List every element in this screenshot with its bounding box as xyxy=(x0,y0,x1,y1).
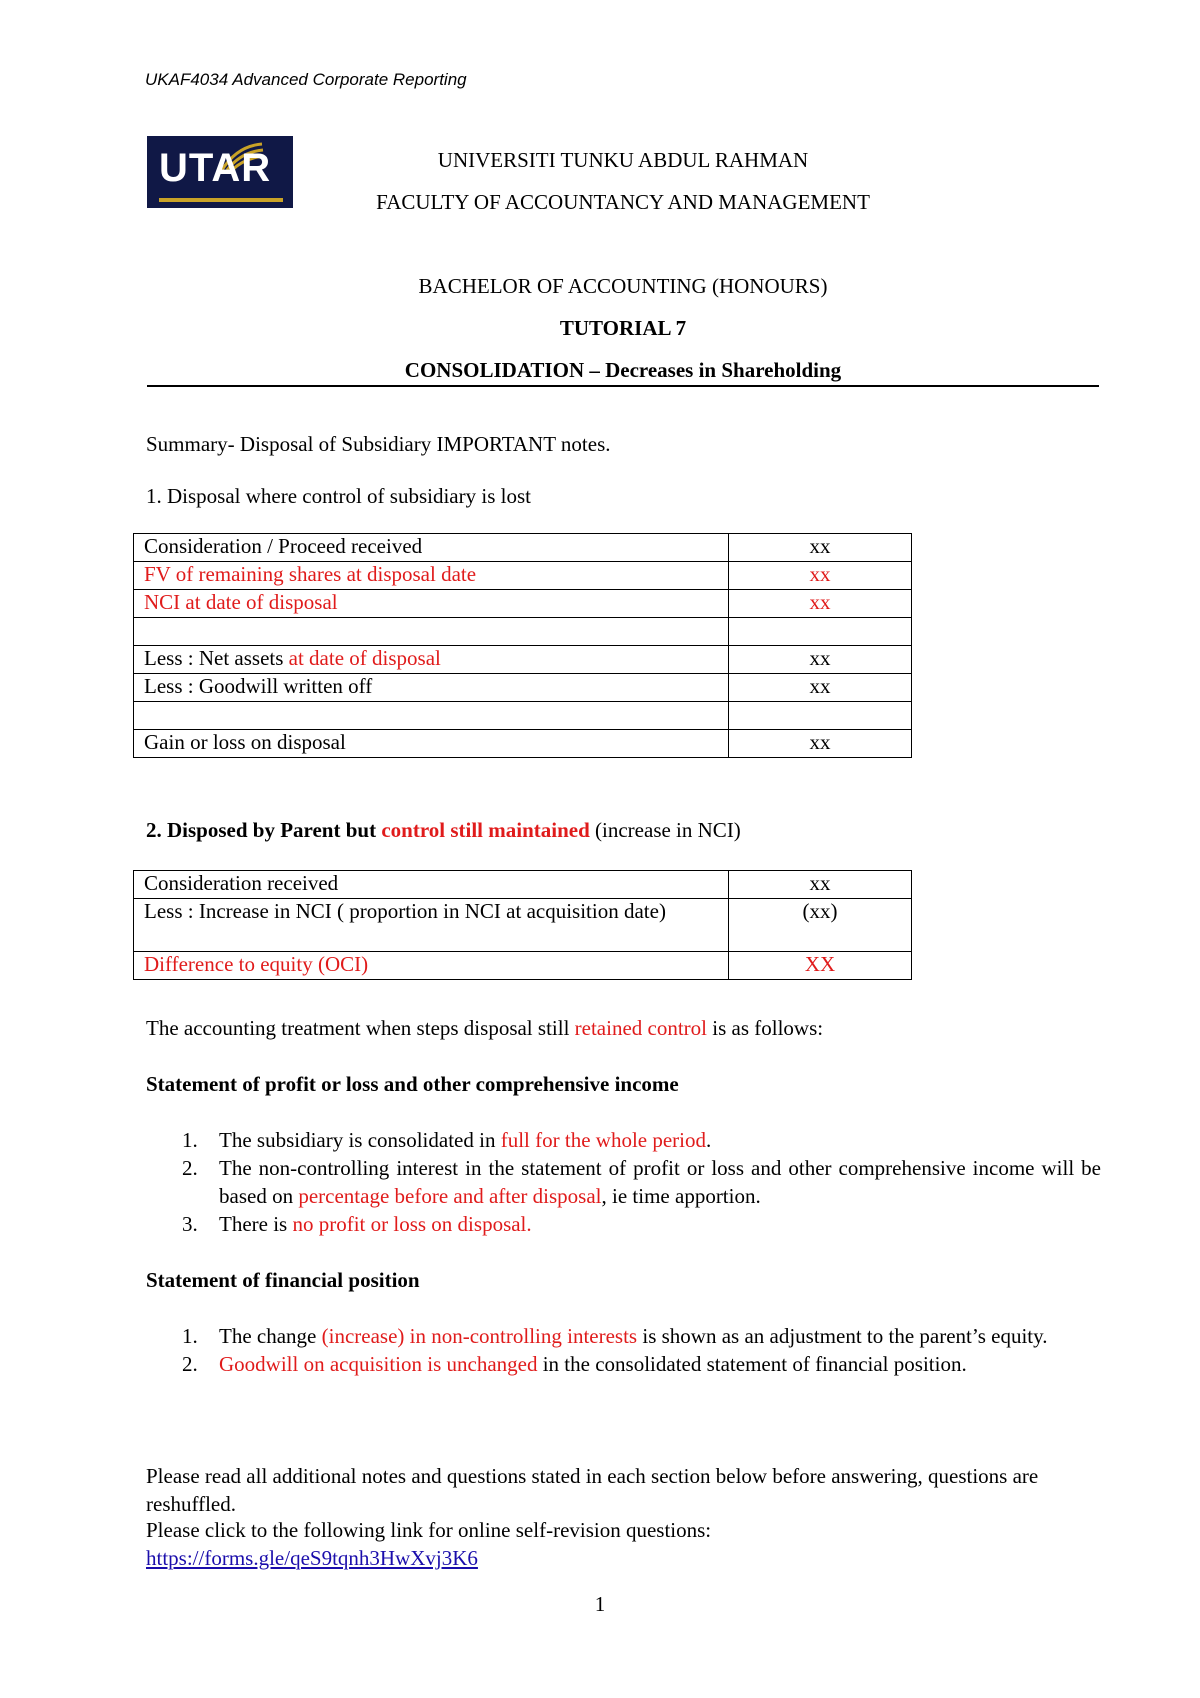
disposal-lost-control-table xyxy=(133,533,912,758)
table-row xyxy=(134,562,912,590)
table-row xyxy=(134,618,912,646)
item-number: 3. xyxy=(182,1212,198,1236)
row-value: xx xyxy=(729,590,912,618)
item-text: The subsidiary is consolidated in xyxy=(219,1128,501,1152)
row-label: Consideration / Proceed received xyxy=(134,534,729,562)
row-label xyxy=(134,702,729,730)
title-divider xyxy=(147,385,1099,387)
item-highlight: percentage before and after disposal xyxy=(298,1184,602,1208)
table-row xyxy=(134,646,912,674)
logo-text: UTAR xyxy=(159,146,272,190)
row-label xyxy=(134,646,729,674)
item-highlight: full for the whole period xyxy=(500,1128,706,1152)
list-item xyxy=(146,1322,1101,1350)
row-value xyxy=(729,702,912,730)
row-label: Consideration received xyxy=(134,871,729,899)
row-label: Less : Goodwill written off xyxy=(134,674,729,702)
self-revision-link[interactable]: https://forms.gle/qeS9tqnh3HwXvj3K6 xyxy=(146,1546,478,1570)
row-label: NCI at date of disposal xyxy=(134,590,729,618)
row-label: FV of remaining shares at disposal date xyxy=(134,562,729,590)
row-label-part: Less : Net assets xyxy=(144,646,289,670)
page-number: 1 xyxy=(594,1592,606,1616)
row-value: xx xyxy=(729,871,912,899)
item-text: There is xyxy=(219,1212,293,1236)
item-text: The non-controlling interest in the statement of profit or loss and other comprehensive income will be based on xyxy=(219,1156,1101,1208)
table-row xyxy=(134,590,912,618)
row-value: xx xyxy=(729,674,912,702)
section2-heading xyxy=(146,818,741,843)
row-label-highlight: at date of disposal xyxy=(288,646,441,670)
list-item xyxy=(146,1126,1101,1154)
programme-name: BACHELOR OF ACCOUNTING (HONOURS) xyxy=(418,274,828,298)
row-label: Difference to equity (OCI) xyxy=(134,952,729,980)
item-number: 2. xyxy=(182,1352,198,1376)
row-value: xx xyxy=(729,730,912,758)
item-text: The change xyxy=(219,1324,322,1348)
treatment-suffix: is as follows: xyxy=(707,1016,824,1040)
table-row xyxy=(134,702,912,730)
section1-heading: 1. Disposal where control of subsidiary is lost xyxy=(146,484,531,508)
row-value: (xx) xyxy=(729,899,912,952)
table-row xyxy=(134,871,912,899)
closing-note: Please read all additional notes and questions stated in each section below before answering, questions are reshuffled. xyxy=(146,1464,1039,1516)
table-row xyxy=(134,899,912,952)
row-value: XX xyxy=(729,952,912,980)
item-highlight: no profit or loss on disposal. xyxy=(292,1212,532,1236)
row-label: Gain or loss on disposal xyxy=(134,730,729,758)
item-number: 1. xyxy=(182,1324,198,1348)
control-maintained-table xyxy=(133,870,912,980)
row-value: xx xyxy=(729,534,912,562)
table-row xyxy=(134,730,912,758)
list-item xyxy=(146,1210,1101,1238)
item-highlight: (increase) in non-controlling interests xyxy=(321,1324,638,1348)
summary-intro: Summary- Disposal of Subsidiary IMPORTANT notes. xyxy=(146,432,611,456)
list-item xyxy=(146,1350,1101,1378)
item-number: 1. xyxy=(182,1128,198,1152)
item-text-end: , ie time apportion. xyxy=(601,1184,761,1208)
treatment-highlight: retained control xyxy=(574,1016,708,1040)
tutorial-title: TUTORIAL 7 xyxy=(559,316,687,340)
item-text-end: in the consolidated statement of financial position. xyxy=(537,1352,967,1376)
row-value: xx xyxy=(729,646,912,674)
topic-title: CONSOLIDATION – Decreases in Shareholding xyxy=(404,358,842,382)
item-number: 2. xyxy=(182,1156,198,1180)
row-label: Less : Increase in NCI ( proportion in NCI at acquisition date) xyxy=(134,899,729,952)
item-highlight: Goodwill on acquisition is unchanged xyxy=(219,1352,538,1376)
course-header: UKAF4034 Advanced Corporate Reporting xyxy=(145,70,467,89)
section2-suffix: (increase in NCI) xyxy=(589,818,741,842)
list-item xyxy=(146,1154,1101,1210)
closing-link-intro: Please click to the following link for online self-revision questions: xyxy=(146,1518,712,1542)
row-label xyxy=(134,618,729,646)
faculty-name: FACULTY OF ACCOUNTANCY AND MANAGEMENT xyxy=(376,190,870,214)
section2-part: 2. Disposed by Parent but xyxy=(146,818,382,842)
table-row xyxy=(134,674,912,702)
university-name: UNIVERSITI TUNKU ABDUL RAHMAN xyxy=(437,148,809,172)
sofp-list xyxy=(146,1322,1101,1378)
table-row xyxy=(134,534,912,562)
row-value: xx xyxy=(729,562,912,590)
section2-highlight: control still maintained xyxy=(381,818,590,842)
treatment-part: The accounting treatment when steps disposal still xyxy=(146,1016,575,1040)
sopl-list xyxy=(146,1126,1101,1238)
sopl-heading: Statement of profit or loss and other comprehensive income xyxy=(146,1072,679,1096)
item-text-end: . xyxy=(706,1128,712,1152)
table-row xyxy=(134,952,912,980)
item-text-end: is shown as an adjustment to the parent’s equity. xyxy=(637,1324,1048,1348)
sofp-heading: Statement of financial position xyxy=(146,1268,420,1292)
treatment-intro xyxy=(146,1016,823,1041)
row-value xyxy=(729,618,912,646)
